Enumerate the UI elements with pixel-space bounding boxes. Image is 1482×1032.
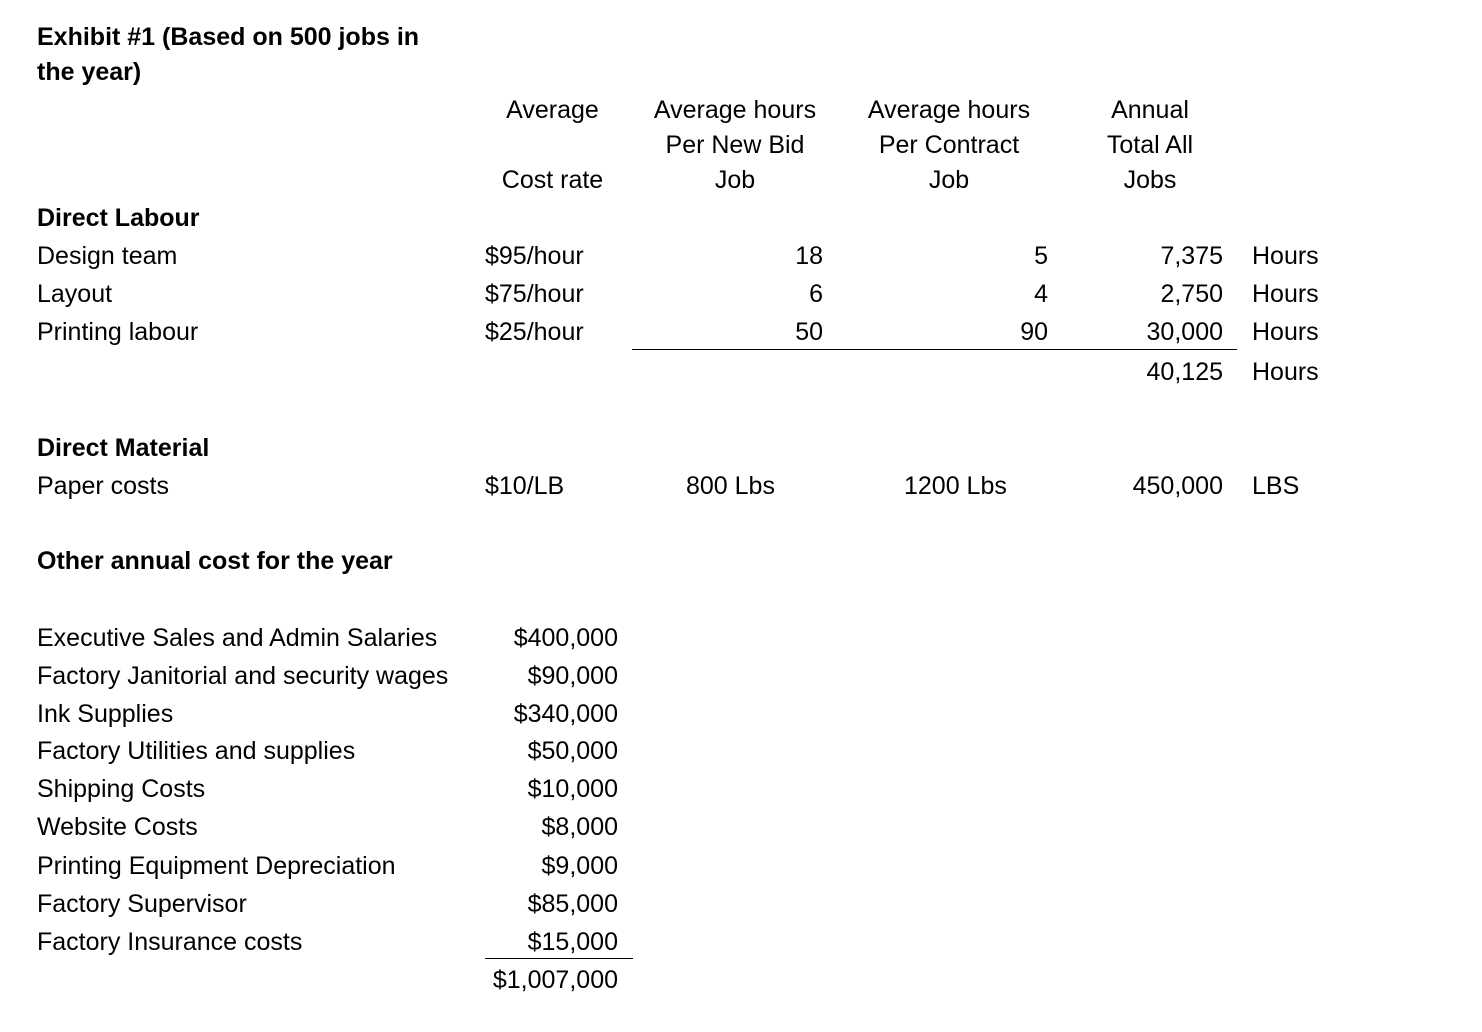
labour-row-label: Layout	[37, 280, 113, 308]
labour-row-new-bid-hours: 50	[795, 318, 823, 346]
other-costs-total: $1,007,000	[492, 966, 618, 994]
labour-row-label: Design team	[37, 242, 178, 270]
other-cost-amount: $8,000	[541, 813, 618, 841]
header-new-bid-line1: Average hours	[653, 96, 817, 124]
labour-row-total-hours: 7,375	[1160, 242, 1223, 270]
labour-row-total-hours: 30,000	[1146, 318, 1223, 346]
labour-row-contract-hours: 4	[1034, 280, 1048, 308]
material-unit: LBS	[1252, 472, 1300, 500]
labour-row-contract-hours: 90	[1020, 318, 1048, 346]
other-cost-label: Factory Insurance costs	[37, 928, 303, 956]
labour-subtotal-rule	[632, 349, 1237, 350]
header-annual-line1: Annual	[1111, 96, 1189, 124]
other-cost-label: Factory Janitorial and security wages	[37, 662, 449, 690]
labour-row-unit: Hours	[1252, 318, 1319, 346]
other-cost-amount: $9,000	[541, 852, 618, 880]
other-costs-total-rule	[485, 958, 633, 959]
other-cost-label: Factory Supervisor	[37, 890, 247, 918]
section-heading-direct-labour: Direct Labour	[37, 204, 200, 232]
section-heading-other-costs: Other annual cost for the year	[37, 547, 393, 575]
material-total: 450,000	[1132, 472, 1223, 500]
header-contract-line1: Average hours	[867, 96, 1031, 124]
labour-row-total-hours: 2,750	[1160, 280, 1223, 308]
header-annual-line3: Jobs	[1123, 166, 1177, 194]
other-cost-amount: $400,000	[513, 624, 618, 652]
section-heading-direct-material: Direct Material	[37, 434, 210, 462]
other-cost-label: Shipping Costs	[37, 775, 206, 803]
other-cost-label: Executive Sales and Admin Salaries	[37, 624, 438, 652]
material-label: Paper costs	[37, 472, 170, 500]
labour-row-label: Printing labour	[37, 318, 199, 346]
material-rate: $10/LB	[485, 472, 565, 500]
other-cost-label: Factory Utilities and supplies	[37, 737, 356, 765]
labour-total-unit: Hours	[1252, 358, 1319, 386]
header-contract-line3: Job	[928, 166, 970, 194]
labour-row-new-bid-hours: 6	[809, 280, 823, 308]
header-annual-line2: Total All	[1106, 131, 1194, 159]
other-cost-amount: $90,000	[527, 662, 618, 690]
other-cost-label: Printing Equipment Depreciation	[37, 852, 396, 880]
material-contract: 1200 Lbs	[904, 472, 1007, 500]
other-cost-amount: $10,000	[527, 775, 618, 803]
other-cost-amount: $15,000	[527, 928, 618, 956]
other-cost-label: Ink Supplies	[37, 700, 174, 728]
labour-row-rate: $25/hour	[485, 318, 584, 346]
labour-row-new-bid-hours: 18	[795, 242, 823, 270]
labour-row-rate: $95/hour	[485, 242, 584, 270]
labour-row-rate: $75/hour	[485, 280, 584, 308]
other-cost-amount: $85,000	[527, 890, 618, 918]
exhibit-title-line2: the year)	[37, 58, 142, 86]
header-new-bid-line3: Job	[714, 166, 756, 194]
header-new-bid-line2: Per New Bid	[665, 131, 805, 159]
exhibit-title-line1: Exhibit #1 (Based on 500 jobs in	[37, 23, 420, 51]
labour-row-unit: Hours	[1252, 280, 1319, 308]
labour-total-hours: 40,125	[1146, 358, 1223, 386]
other-cost-amount: $50,000	[527, 737, 618, 765]
other-cost-label: Website Costs	[37, 813, 198, 841]
labour-row-unit: Hours	[1252, 242, 1319, 270]
other-cost-amount: $340,000	[513, 700, 618, 728]
labour-row-contract-hours: 5	[1034, 242, 1048, 270]
header-contract-line2: Per Contract	[878, 131, 1020, 159]
material-new-bid: 800 Lbs	[686, 472, 775, 500]
header-average-line1: Average	[506, 96, 599, 124]
header-cost-rate: Cost rate	[501, 166, 604, 194]
